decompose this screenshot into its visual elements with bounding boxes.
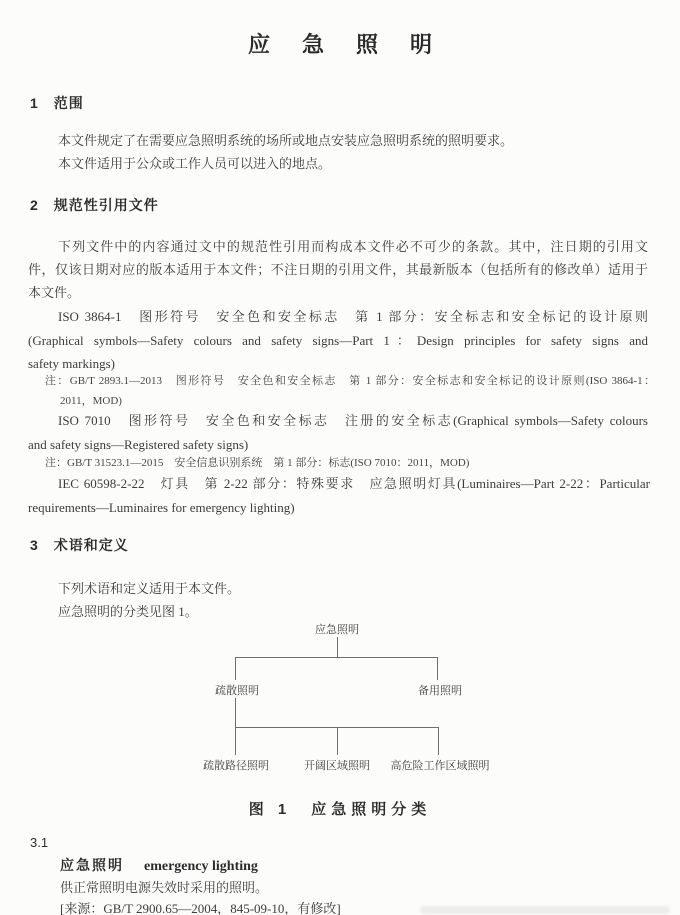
- reference-note-line: 注：GB/T 31523.1—2015 安全信息识别系统 第 1 部分：标志(ISO 7010：2011，MOD): [45, 457, 470, 469]
- tree-connector: [235, 657, 438, 658]
- reference-entry-line: IEC 60598-2-22 灯具 第 2-22 部分：特殊要求 应急照明灯具(Luminaires—Part 2-22：Particular: [58, 476, 650, 491]
- reference-entry-line: (Graphical symbols—Safety colours and safety signs—Part 1：Design principles for safety signs and: [28, 333, 648, 348]
- tree-connector: [235, 657, 236, 680]
- reference-entry-line: ISO 3864-1 图形符号 安全色和安全标志 第 1 部分：安全标志和安全标记的设计原则: [58, 309, 648, 324]
- section-3-heading: 3 术语和定义: [30, 537, 129, 553]
- tree-node-root: 应急照明: [315, 624, 359, 636]
- reference-entry-line: ISO 7010 图形符号 安全色和安全标志 注册的安全标志(Graphical symbols—Safety colours: [58, 413, 648, 428]
- figure-1-caption: 图 1 应急照明分类: [248, 801, 432, 818]
- terms-intro-line: 下列术语和定义适用于本文件。: [58, 581, 241, 596]
- tree-connector: [337, 637, 338, 657]
- section-1-heading: 1 范围: [30, 95, 84, 111]
- references-intro-line: 件，仅该日期对应的版本适用于本文件；不注日期的引用文件，其最新版本（包括所有的修改单）适用于: [28, 262, 648, 277]
- tree-node-evacuation-lighting: 疏散照明: [215, 685, 259, 697]
- references-intro-line: 本文件。: [28, 285, 81, 300]
- tree-connector: [337, 727, 338, 755]
- terms-intro-line: 应急照明的分类见图 1。: [58, 604, 198, 619]
- document-title: 应急照明: [247, 32, 464, 57]
- tree-node-open-area-lighting: 开阔区域照明: [304, 760, 370, 772]
- scope-paragraph-line: 本文件规定了在需要应急照明系统的场所或地点安装应急照明系统的照明要求。: [58, 133, 514, 148]
- reference-note-line: 注：GB/T 2893.1—2013 图形符号 安全色和安全标志 第 1 部分：安全标志和安全标记的设计原则(ISO 3864-1：: [45, 375, 655, 387]
- reference-entry-line: safety markings): [28, 356, 116, 371]
- section-2-heading: 2 规范性引用文件: [30, 197, 159, 213]
- tree-node-standby-lighting: 备用照明: [418, 685, 462, 697]
- scope-paragraph-line: 本文件适用于公众或工作人员可以进入的地点。: [58, 156, 332, 171]
- reference-entry-line: requirements—Luminaires for emergency lighting): [28, 500, 295, 515]
- reference-note-line: 2011，MOD): [60, 395, 122, 407]
- tree-connector: [437, 657, 438, 680]
- term-name-zh: 应急照明: [60, 857, 124, 873]
- tree-node-escape-route-lighting: 疏散路径照明: [203, 760, 269, 772]
- reference-entry-line: and safety signs—Registered safety signs): [28, 437, 249, 452]
- term-definition: 供正常照明电源失效时采用的照明。: [60, 880, 269, 895]
- tree-node-high-risk-area-lighting: 高危险工作区域照明: [390, 760, 490, 772]
- scan-artifact: [420, 906, 670, 914]
- references-intro-line: 下列文件中的内容通过文中的规范性引用而构成本文件必不可少的条款。其中，注日期的引用文: [58, 239, 648, 254]
- term-line: [60, 856, 258, 877]
- tree-connector: [438, 727, 439, 755]
- term-source: [来源：GB/T 2900.65—2004，845-09-10，有修改]: [60, 901, 341, 915]
- term-name-en: emergency lighting: [144, 859, 258, 874]
- term-number: 3.1: [30, 835, 49, 850]
